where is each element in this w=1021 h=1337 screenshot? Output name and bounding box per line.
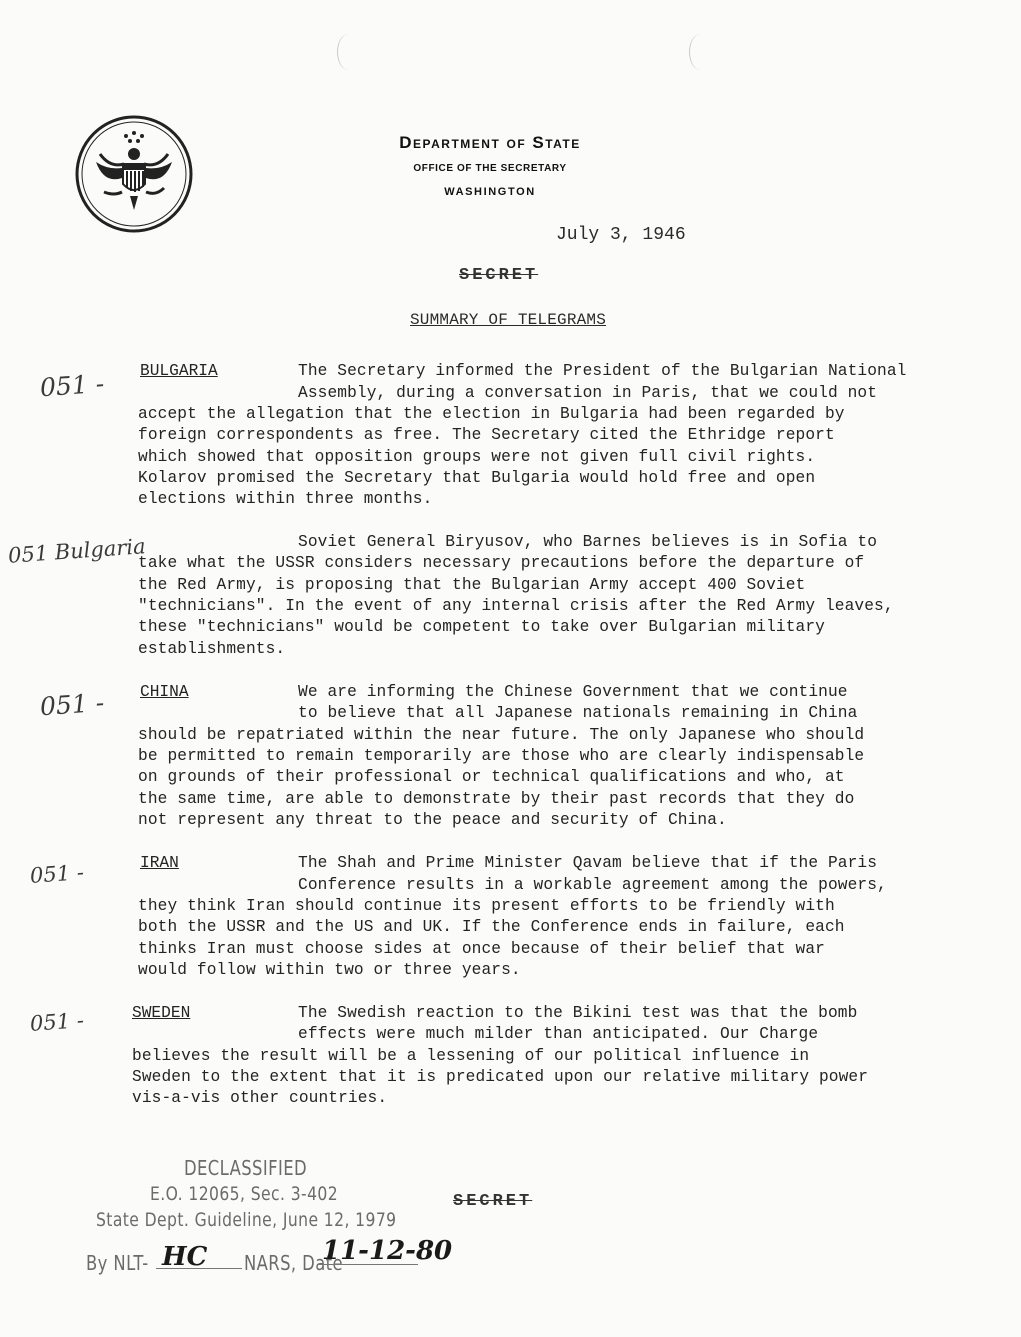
text-line: on grounds of their professional or technical qualifications and who, at [138,768,845,786]
section-heading-iran: IRAN [140,854,179,872]
text-line: The Secretary informed the President of the Bulgarian National [298,362,907,380]
declassified-stamp-guideline: State Dept. Guideline, June 12, 1979 [96,1209,397,1231]
margin-annotation: 051 - [39,368,106,403]
text-line: establishments. [138,640,286,658]
text-line: Kolarov promised the Secretary that Bulgaria would hold free and open [138,469,816,487]
text-line: elections within three months. [138,490,433,508]
margin-annotation: 051 - [39,687,106,722]
department-name: Department of State [399,133,581,152]
text-line: which showed that opposition groups were not given full civil rights. [138,448,816,466]
great-seal-icon [74,114,194,234]
section-heading-bulgaria: BULGARIA [140,362,218,380]
text-line: both the USSR and the US and UK. If the Conference ends in failure, each [138,918,845,936]
text-line: would follow within two or three years. [138,961,521,979]
section-heading-sweden: SWEDEN [132,1004,191,1022]
document-date: July 3, 1946 [556,225,686,245]
text-line: the same time, are able to demonstrate by their past records that they do [138,790,855,808]
classification-marking-bottom: SECRET [453,1192,533,1211]
document-title: SUMMARY OF TELEGRAMS [410,311,607,329]
punch-hole [689,34,712,70]
text-line: effects were much milder than anticipated. Our Charge [298,1025,819,1043]
text-line: thinks Iran must choose sides at once because of their belief that war [138,940,825,958]
margin-annotation: 051 - [29,1008,85,1036]
margin-annotation: 051 - [29,860,85,888]
text-line: The Shah and Prime Minister Qavam believe that if the Paris [298,854,878,872]
declassified-initials: HC [162,1242,208,1272]
text-line: foreign correspondents as free. The Secretary cited the Ethridge report [138,426,835,444]
text-line: be permitted to remain temporarily are those who are clearly indispensable [138,747,865,765]
declassified-stamp-label: DECLASSIFIED [184,1156,308,1180]
text-line: accept the allegation that the election in Bulgaria had been regarded by [138,405,845,423]
text-line: should be repatriated within the near future. The only Japanese who should [138,726,865,744]
classification-marking: SECRET [459,266,539,285]
text-line: these "technicians" would be competent to take over Bulgarian military [138,618,825,636]
section-heading-china: CHINA [140,683,189,701]
text-line: to believe that all Japanese nationals remaining in China [298,704,858,722]
declassified-stamp-eo: E.O. 12065, Sec. 3-402 [150,1183,339,1205]
city-name: WASHINGTON [444,186,536,198]
margin-annotation: 051 Bulgaria [7,534,147,568]
text-line: The Swedish reaction to the Bikini test was that the bomb [298,1004,858,1022]
text-line: Soviet General Biryusov, who Barnes believes is in Sofia to [298,533,878,551]
text-line: not represent any threat to the peace and security of China. [138,811,727,829]
signature-line [318,1264,418,1265]
text-line: Conference results in a workable agreement among the powers, [298,876,887,894]
punch-hole [337,34,360,70]
text-line: believes the result will be a lessening of our political influence in [132,1047,810,1065]
declassified-date: 11-12-80 [322,1236,453,1266]
text-line: Sweden to the extent that it is predicated upon our relative military power [132,1068,869,1086]
declassified-stamp-nars: NARS, Date [244,1251,344,1275]
text-line: "technicians". In the event of any internal crisis after the Red Army leaves, [138,597,894,615]
signature-line [156,1268,242,1269]
declassified-stamp-by: By NLT- [86,1251,149,1275]
text-line: We are informing the Chinese Government that we continue [298,683,848,701]
text-line: take what the USSR considers necessary precautions before the departure of [138,554,865,572]
text-line: vis-a-vis other countries. [132,1089,388,1107]
text-line: the Red Army, is proposing that the Bulgarian Army accept 400 Soviet [138,576,806,594]
text-line: they think Iran should continue its present efforts to be friendly with [138,897,835,915]
text-line: Assembly, during a conversation in Paris, that we could not [298,384,878,402]
office-name: OFFICE OF THE SECRETARY [413,163,567,174]
